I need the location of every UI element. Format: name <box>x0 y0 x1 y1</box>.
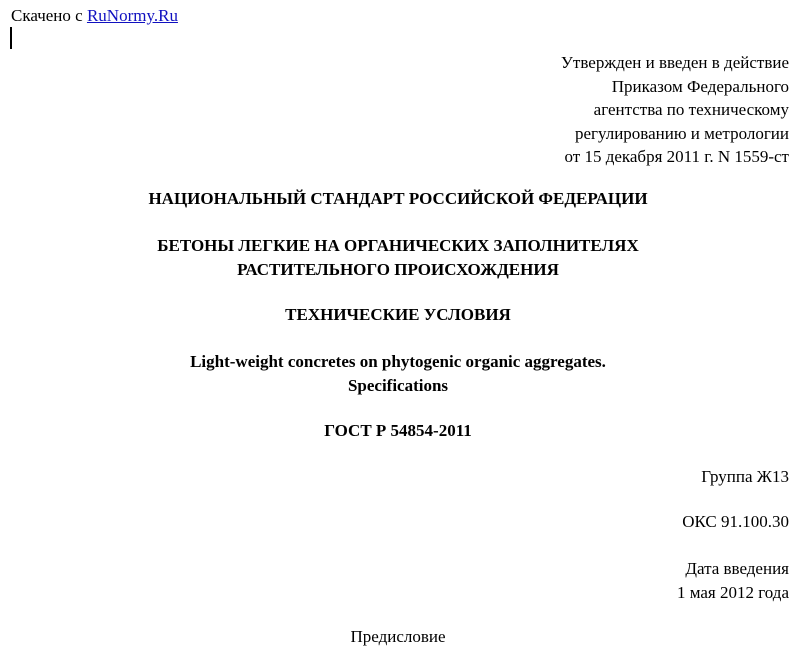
source-prefix: Скачено с <box>11 6 83 25</box>
preface-heading: Предисловие <box>350 627 446 646</box>
gost-number: ГОСТ Р 54854-2011 <box>324 421 472 440</box>
oks-code: ОКС 91.100.30 <box>682 512 789 531</box>
text-cursor <box>10 27 12 49</box>
title-line: РАСТИТЕЛЬНОГО ПРОИСХОЖДЕНИЯ <box>237 259 559 279</box>
intro-date-label: Дата введения <box>685 559 789 578</box>
approval-line: регулированию и метрологии <box>574 123 789 143</box>
approval-line: от 15 декабря 2011 г. N 1559-ст <box>564 147 789 166</box>
approval-line: Утвержден и введен в действие <box>560 53 789 72</box>
intro-date-block <box>677 557 789 604</box>
approval-line: Приказом Федерального <box>611 76 789 96</box>
english-title <box>0 350 796 397</box>
runormy-link[interactable]: RuNormy.Ru <box>86 6 178 25</box>
title-line: БЕТОНЫ ЛЕГКИЕ НА ОРГАНИЧЕСКИХ ЗАПОЛНИТЕЛЯХ <box>157 236 639 255</box>
group-code: Группа Ж13 <box>701 467 789 486</box>
english-title-line: Light-weight concretes on phytogenic organic aggregates. <box>190 352 606 371</box>
approval-block <box>561 51 789 169</box>
source-line <box>11 5 178 27</box>
intro-date-value: 1 мая 2012 года <box>676 582 789 602</box>
national-standard-heading: НАЦИОНАЛЬНЫЙ СТАНДАРТ РОССИЙСКОЙ ФЕДЕРАЦИИ <box>148 189 648 208</box>
english-title-line: Specifications <box>347 375 449 395</box>
document-title <box>0 234 796 281</box>
approval-line: агентства по техническому <box>593 100 789 119</box>
document-subtitle: ТЕХНИЧЕСКИЕ УСЛОВИЯ <box>285 305 511 324</box>
